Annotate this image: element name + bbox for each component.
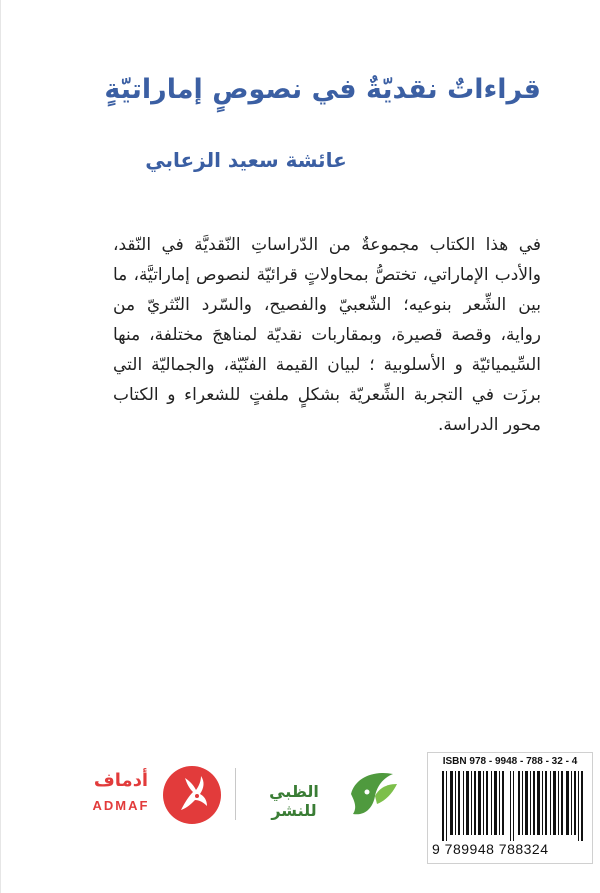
isbn-barcode [427, 752, 593, 864]
admaf-arabic-name: أدماف [93, 770, 149, 791]
barcode-digits: 9 789948 788324 [432, 841, 549, 857]
admaf-english-name: ADMAF [92, 798, 150, 813]
isbn-label: ISBN 978 - 9948 - 788 - 32 - 4 [442, 756, 578, 767]
logo-divider [235, 768, 236, 820]
author-name: عائشة سعيد الزعابي [145, 148, 347, 172]
admaf-logo [83, 760, 223, 830]
gazelle-icon [163, 766, 221, 824]
publisher-logos [83, 760, 403, 830]
barcode-bars [442, 771, 586, 841]
dhabi-publishing-logo [247, 760, 403, 830]
dhabi-leaf-icon [343, 764, 403, 824]
book-title: قراءاتٌ نقديّةٌ في نصوصٍ إماراتيّةٍ [104, 74, 541, 105]
dhabi-publishing-name: الظبي للنشر [269, 782, 319, 820]
book-blurb: في هذا الكتاب مجموعةٌ من الدّراساتِ النّقديَّة في النّقد، والأدب الإماراتي، تختصُّ بمحاولاتٍ قرائيّة لنصوص إماراتيَّة، ما بين الشِّعر بنوعيه؛ الشّعبيّ والفصيح، والسّرد النّثريّ من رواية، وقصة قصيرة، وبمقاربات نقديّة لمناهجَ مختلفة، منها السِّيميائيّة و الأسلوبية ؛ لبيان القيمة الفنّيّة، والجماليّة التي برزَت في التجربة الشِّعريّة بشكلٍ ملفتٍ للشعراء و الكتاب محور الدراسة. [113, 235, 541, 435]
